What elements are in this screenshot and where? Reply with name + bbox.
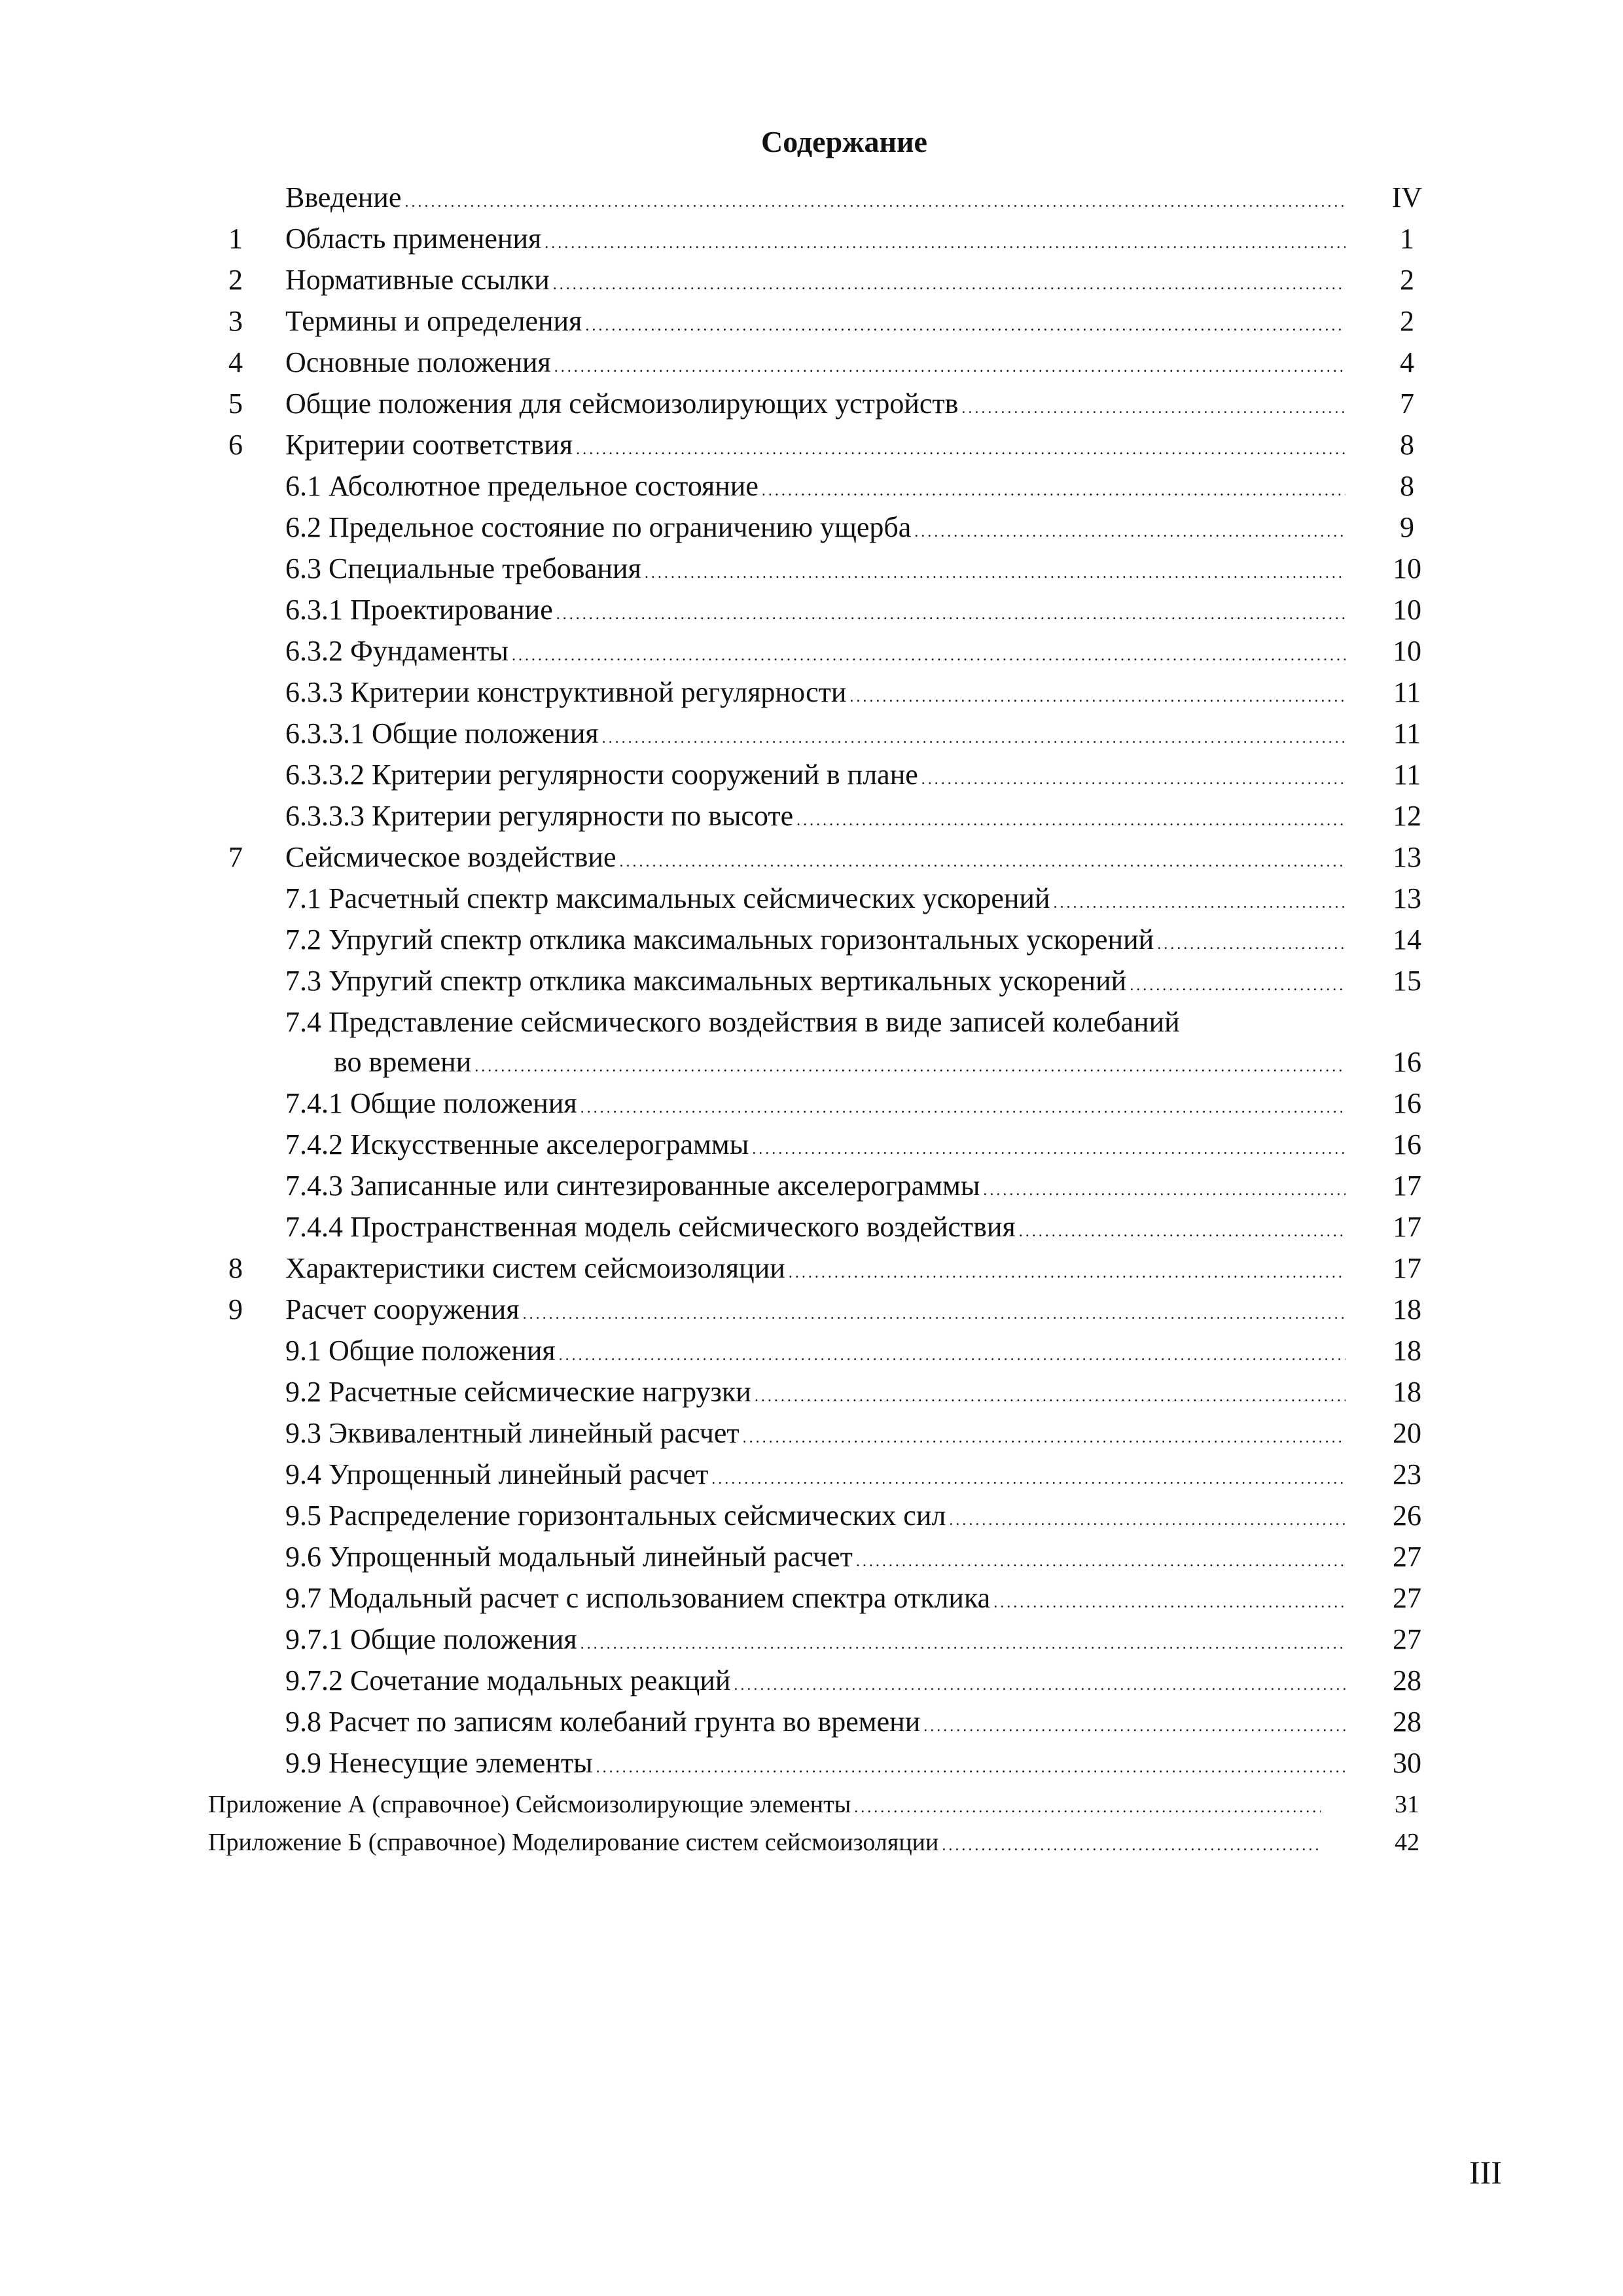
toc-page: 1	[1400, 223, 1414, 255]
toc-number: 1	[228, 223, 243, 255]
toc-page: 27	[1393, 1623, 1421, 1655]
toc-row[interactable]	[0, 795, 1623, 837]
toc-label: 7.4.4 Пространственная модель сейсмического воздействия . . .	[285, 1206, 1346, 1248]
toc-label: 9.7.1 Общие положения . . .	[285, 1619, 1346, 1660]
toc-row[interactable]	[0, 1454, 1623, 1496]
toc-page: 30	[1393, 1747, 1421, 1779]
toc-row[interactable]	[0, 300, 1623, 342]
toc-page: IV	[1391, 181, 1423, 213]
toc-row[interactable]	[0, 1001, 1623, 1043]
toc-label: 7.4.1 Общие положения . . .	[285, 1083, 1346, 1124]
toc-page: 28	[1393, 1706, 1421, 1738]
toc-number: 7	[228, 841, 243, 873]
toc-label: 9.5 Распределение горизонтальных сейсмических сил . . .	[285, 1495, 1346, 1537]
toc-row[interactable]	[0, 878, 1623, 920]
toc-page: 16	[1393, 1128, 1421, 1160]
toc-label: 9.6 Упрощенный модальный линейный расчет . . .	[285, 1536, 1346, 1578]
toc-page: 7	[1400, 387, 1414, 420]
toc-label: Сейсмическое воздействие . . .	[285, 836, 1346, 878]
toc-label: 9.9 Ненесущие элементы . . .	[285, 1742, 1346, 1784]
toc-row[interactable]	[0, 1742, 1623, 1784]
toc-label: 7.4.2 Искусственные акселерограммы . . .	[285, 1124, 1346, 1166]
toc-page: 9	[1400, 511, 1414, 543]
toc-appendix-row[interactable]	[0, 1784, 1623, 1825]
toc-row[interactable]	[0, 342, 1623, 384]
toc-page: 16	[1393, 1087, 1421, 1119]
toc-page: 8	[1400, 470, 1414, 502]
toc-page: 23	[1393, 1458, 1421, 1490]
toc-row[interactable]	[0, 1412, 1623, 1454]
toc-page: 12	[1393, 800, 1421, 832]
toc-label: 7.1 Расчетный спектр максимальных сейсмических ускорений . . .	[285, 878, 1346, 920]
toc-label: Область применения . . .	[285, 218, 1346, 260]
toc-appendix-label: Приложение Б (справочное) Моделирование систем сейсмоизоляции . . .	[208, 1821, 1321, 1863]
toc-page: 18	[1393, 1376, 1421, 1408]
toc-label: 7.4.3 Записанные или синтезированные акселерограммы . . .	[285, 1165, 1346, 1207]
toc-appendix-label: Приложение А (справочное) Сейсмоизолирующие элементы . . .	[208, 1784, 1321, 1825]
toc-row[interactable]	[0, 177, 1623, 219]
toc-label: Термины и определения . . .	[285, 300, 1346, 342]
toc-page: 17	[1393, 1252, 1421, 1284]
toc-row-continuation[interactable]	[0, 1041, 1623, 1083]
toc-number: 3	[228, 305, 243, 337]
toc-label: Характеристики систем сейсмоизоляции . . .	[285, 1247, 1346, 1289]
toc-row[interactable]	[0, 1289, 1623, 1331]
toc-label: 6.3.2 Фундаменты . . .	[285, 630, 1346, 672]
toc-label: 7.3 Упругий спектр отклика максимальных вертикальных ускорений . . .	[285, 960, 1346, 1002]
toc-page: 11	[1393, 676, 1421, 708]
toc-row[interactable]	[0, 218, 1623, 260]
toc-page: 17	[1393, 1211, 1421, 1243]
toc-page: 17	[1393, 1170, 1421, 1202]
toc-page: 28	[1393, 1664, 1421, 1696]
toc-row[interactable]	[0, 507, 1623, 548]
toc-label: 9.8 Расчет по записям колебаний грунта во времени . . .	[285, 1701, 1346, 1743]
toc-row[interactable]	[0, 1660, 1623, 1702]
toc-page: 18	[1393, 1293, 1421, 1325]
toc-number: 6	[228, 429, 243, 461]
page-title: Содержание	[761, 125, 927, 158]
toc-page: 13	[1393, 882, 1421, 914]
toc-row[interactable]	[0, 1124, 1623, 1166]
toc-label: 9.3 Эквивалентный линейный расчет . . .	[285, 1412, 1346, 1454]
toc-page: 26	[1393, 1499, 1421, 1532]
toc-row[interactable]	[0, 424, 1623, 466]
toc-label: 6.3.1 Проектирование . . .	[285, 589, 1346, 631]
toc-row[interactable]	[0, 960, 1623, 1002]
toc-row[interactable]	[0, 259, 1623, 301]
toc-label: 6.3.3 Критерии конструктивной регулярности . . .	[285, 672, 1346, 713]
toc-page: 11	[1393, 759, 1421, 791]
toc-row[interactable]	[0, 1701, 1623, 1743]
toc-row[interactable]	[0, 713, 1623, 755]
toc-label: Основные положения . . .	[285, 342, 1346, 384]
toc-row[interactable]	[0, 1619, 1623, 1660]
toc-page: 2	[1400, 264, 1414, 296]
toc-number: 8	[228, 1252, 243, 1284]
toc-page: 14	[1393, 924, 1421, 956]
toc-label: 9.7.2 Сочетание модальных реакций . . .	[285, 1660, 1346, 1702]
toc-label: 7.4 Представление сейсмического воздействия в виде записей колебаний	[285, 1006, 1180, 1038]
toc-row[interactable]	[0, 754, 1623, 796]
toc-number: 9	[228, 1293, 243, 1325]
toc-page: 4	[1400, 346, 1414, 378]
toc-page: 31	[1395, 1791, 1419, 1818]
toc-row[interactable]	[0, 1206, 1623, 1248]
toc-page: 13	[1393, 841, 1421, 873]
toc-row[interactable]	[0, 1495, 1623, 1537]
toc-row[interactable]	[0, 1330, 1623, 1372]
toc-label: Нормативные ссылки . . .	[285, 259, 1346, 301]
toc-page: 20	[1393, 1417, 1421, 1449]
toc-label: 9.1 Общие положения . . .	[285, 1330, 1346, 1372]
toc-number: 5	[228, 387, 243, 420]
toc-row[interactable]	[0, 548, 1623, 590]
toc-label: Расчет сооружения . . .	[285, 1289, 1346, 1331]
toc-page: 15	[1393, 965, 1421, 997]
toc-row[interactable]	[0, 1083, 1623, 1124]
toc-page: 10	[1393, 635, 1421, 667]
toc-row[interactable]	[0, 465, 1623, 507]
toc-label: 9.4 Упрощенный линейный расчет . . .	[285, 1454, 1346, 1496]
toc-row[interactable]	[0, 1371, 1623, 1413]
toc-page: 10	[1393, 552, 1421, 584]
toc-page: 42	[1395, 1829, 1419, 1856]
toc-row[interactable]	[0, 1536, 1623, 1578]
toc-label: 6.3.3.1 Общие положения . . .	[285, 713, 1346, 755]
toc-label: Критерии соответствия . . .	[285, 424, 1346, 466]
toc-page: 10	[1393, 594, 1421, 626]
toc-label: 9.2 Расчетные сейсмические нагрузки . . .	[285, 1371, 1346, 1413]
toc-number: 2	[228, 264, 243, 296]
toc-page: 27	[1393, 1582, 1421, 1614]
toc-label: 6.2 Предельное состояние по ограничению ущерба . . .	[285, 507, 1346, 548]
toc-row[interactable]	[0, 383, 1623, 425]
toc-page: 11	[1393, 717, 1421, 749]
toc-label: во времени . . .	[334, 1041, 1346, 1083]
toc-label: 9.7 Модальный расчет с использованием спектра отклика . . .	[285, 1577, 1346, 1619]
toc-label: Общие положения для сейсмоизолирующих устройств . . .	[285, 383, 1346, 425]
toc-row[interactable]	[0, 919, 1623, 961]
toc-label: 6.3.3.2 Критерии регулярности сооружений в плане . . .	[285, 754, 1346, 796]
toc-label: 6.3.3.3 Критерии регулярности по высоте . . .	[285, 795, 1346, 837]
toc-page: 8	[1400, 429, 1414, 461]
toc-row[interactable]	[0, 589, 1623, 631]
toc-label: 6.3 Специальные требования . . .	[285, 548, 1346, 590]
toc-row[interactable]	[0, 836, 1623, 878]
toc-row[interactable]	[0, 1577, 1623, 1619]
toc-page: 27	[1393, 1541, 1421, 1573]
toc-page: 16	[1393, 1046, 1421, 1078]
toc-page: 2	[1400, 305, 1414, 337]
toc-row[interactable]	[0, 1247, 1623, 1289]
toc-appendix-row[interactable]	[0, 1821, 1623, 1863]
toc-label: 7.2 Упругий спектр отклика максимальных горизонтальных ускорений . . .	[285, 919, 1346, 961]
page-number: III	[1469, 2154, 1502, 2191]
toc-label: Введение . . .	[285, 177, 1346, 219]
toc-row[interactable]	[0, 1165, 1623, 1207]
toc-label: 6.1 Абсолютное предельное состояние . . .	[285, 465, 1346, 507]
toc-row[interactable]	[0, 672, 1623, 713]
toc-row[interactable]	[0, 630, 1623, 672]
toc-page: 18	[1393, 1335, 1421, 1367]
toc-number: 4	[228, 346, 243, 378]
